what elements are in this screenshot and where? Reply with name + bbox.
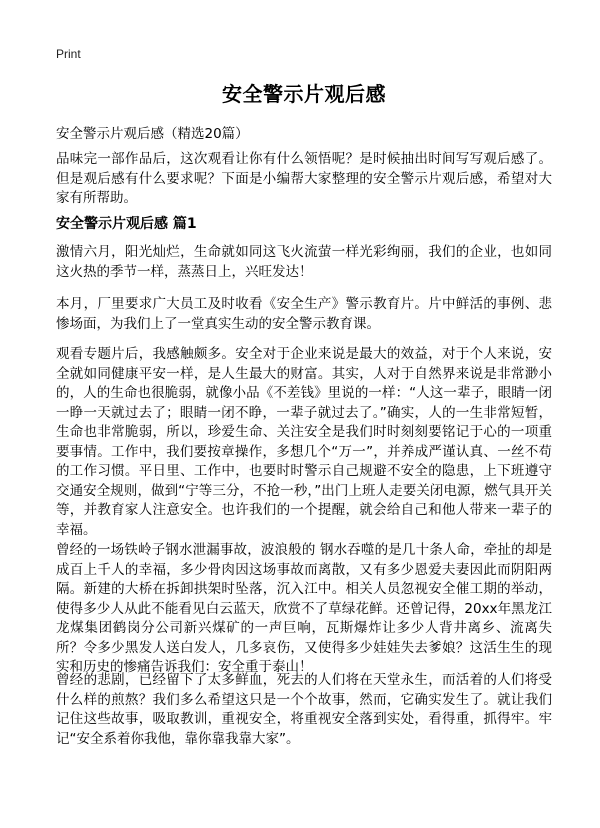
body-paragraph-3: 观看专题片后，我感触颇多。安全对于企业来说是最大的效益，对于个人来说，安全就如同健康平安一样，是人生最大的财富。其实，人对于自然界来说是非常渺小的，人的生命也很脆弱，就像小品《不差钱》里说的一样：“人这一辈子，眼睛一闭一睁一天就过去了；眼睛一闭不睁，一辈子就过去了。”确实，人的一生非常短暂，生命也非常脆弱，所以，珍爱生命、关注安全是我们时时刻刻要铭记于心的一项重要事情。工作中，我们要按章操作，多想几个“万一”，并养成严谨认真、一丝不苟的工作习惯。平日里、工作中，也要时时警示自己规避不安全的隐患，上下班遵守交通安全规则，做到“宁等三分，不抢一秒，”出门上班人走要关闭电源，燃气具开关等，并教育家人注意安全。也许我们的一个提醒，就会给自己和他人带来一辈子的幸福。 xyxy=(56,346,552,538)
body-paragraph-2: 本月，厂里要求广大员工及时收看《安全生产》警示教育片。片中鲜活的事例、悲惨场面，为我们上了一堂真实生动的安全警示教育课。 xyxy=(56,296,552,332)
subtitle: 安全警示片观后感（精选20篇） xyxy=(56,126,249,142)
section-heading: 安全警示片观后感 篇1 xyxy=(56,216,197,232)
print-label[interactable]: Print xyxy=(56,47,81,61)
intro-paragraph: 品味完一部作品后，这次观看让你有什么领悟呢？是时候抽出时间写写观后感了。但是观后感有什么要求呢？下面是小编帮大家整理的安全警示片观后感，希望对大家有所帮助。 xyxy=(56,151,552,206)
body-paragraph-1: 激情六月，阳光灿烂，生命就如同这飞火流萤一样光彩绚丽，我们的企业，也如同这火热的季节一样，蒸蒸日上，兴旺发达！ xyxy=(56,244,552,280)
body-paragraph-4: 曾经的一场铁岭子钢水泄漏事故，波浪般的 钢水吞噬的是几十条人命，牵扯的却是成百上千人的幸福，多少骨肉因这场事故而离散，又有多少恩爱夫妻因此而阴阳两隔。新建的大桥在拆卸拱架时坠落，沉入江中。相关人员忽视安全催工期的举动，使得多少人从此不能看见白云蓝天，欣赏不了草绿花鲜。还曾记得，20xx年黑龙江龙煤集团鹤岗分公司新兴煤矿的一声巨响，瓦斯爆炸让多少人背井离乡、流离失所？令多少黑发人送白发人，几多哀伤，又使得多少娃娃失去爹娘？这活生生的现实和历史的惨痛告诉我们：安全重于泰山！ xyxy=(56,542,552,675)
page-title: 安全警示片观后感 xyxy=(222,82,386,106)
body-paragraph-5: 曾经的悲剧，已经留下了太多鲜血，死去的人们将在天堂永生，而活着的人们将受什么样的煎熬？我们多么希望这只是一个个故事，然而，它确实发生了。就让我们记住这些故事，吸取教训，重视安全，将重视安全落到实处，看得重，抓得牢。牢记“安全系着你我他，靠你靠我靠大家”。 xyxy=(56,672,552,747)
